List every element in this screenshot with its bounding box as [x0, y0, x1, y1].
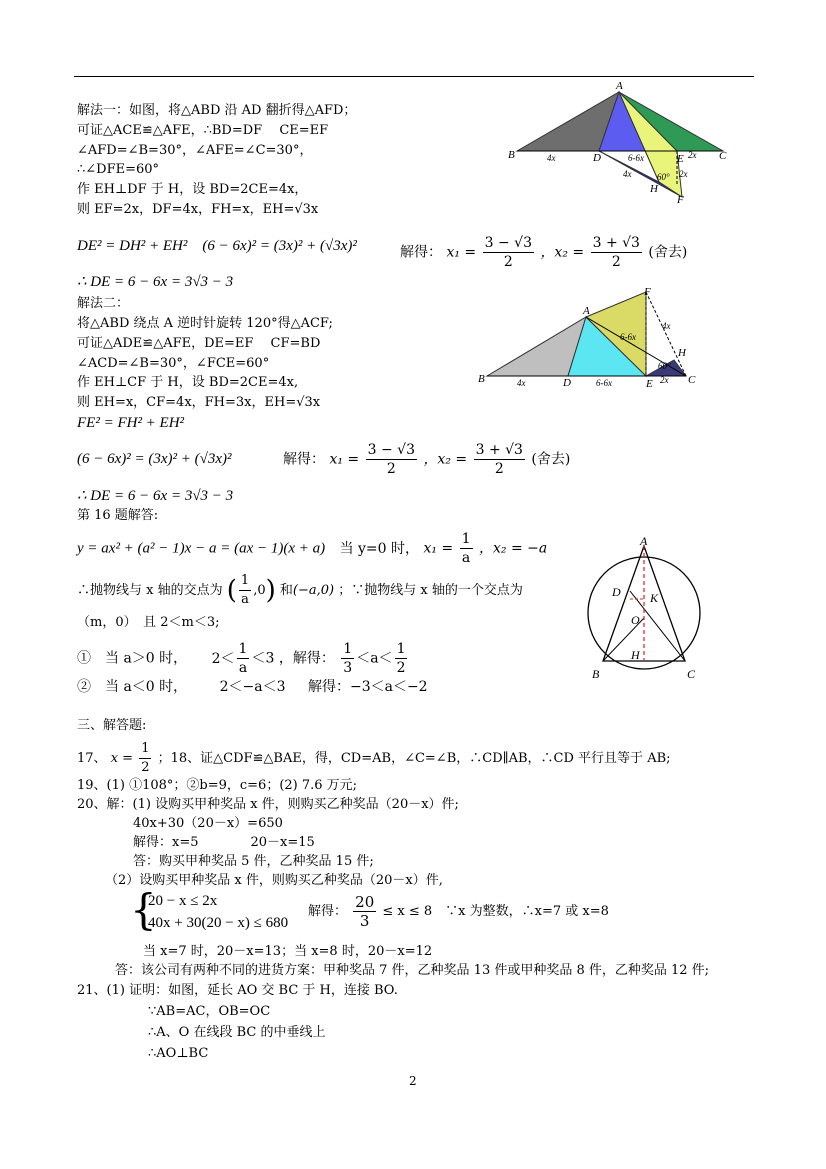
- q17-18-line: 17、 x = $\frac{1}{2}$ ；18、证△CDF≌△BAE，得，CD=AB，∠C=∠B，∴CD∥AB，∴CD 平行且等于 AB;: [77, 741, 671, 775]
- q19-line: 19、(1) ①108°；②b=9，c=6；(2) 7.6 万元;: [77, 778, 358, 793]
- m2-line5: 作 EH⊥CF 于 H，设 BD=2CE=4x,: [77, 375, 299, 390]
- page-number: 2: [409, 1074, 417, 1088]
- figure-fold-diagram: [505, 80, 735, 210]
- m2-equation1: FE² = FH² + EH²: [77, 415, 185, 431]
- m2-x1-frac: $\frac{3 - √3}{2}$: [367, 442, 415, 477]
- header-rule: [74, 76, 754, 77]
- fig3-label-O: O: [631, 613, 640, 627]
- fig3-label-B: B: [592, 667, 600, 681]
- m1-result: ∴ DE = 6 − 6x = 3√3 − 3: [77, 274, 234, 290]
- q20-line3: 解得：x=5 20－x=15: [133, 835, 315, 850]
- fig2-mark-BD: 4x: [517, 378, 526, 388]
- fig1-label-A: A: [616, 80, 623, 92]
- m1-x1-frac: $\frac{3 - √3}{2}$: [484, 235, 532, 270]
- fig2-label-C: C: [688, 374, 696, 386]
- q21-line4: ∴AO⊥BC: [148, 1046, 209, 1061]
- m1-solve-label: 解得： x₁ = $\frac{3 - √3}{2}$ ，x₂ = $\frac{3 + √3}{2}$ (舍去): [400, 235, 688, 270]
- m2-line2: 将△ABD 绕点 A 逆时针旋转 120°得△ACF;: [77, 316, 333, 331]
- fig1-label-B: B: [508, 149, 515, 161]
- q21-line1: 21、(1) 证明：如图，延长 AO 交 BC 于 H，连接 BO.: [77, 983, 398, 998]
- figure-rotate-diagram: [475, 285, 705, 390]
- q16-m-line: （m，0） 且 2＜m＜3;: [77, 615, 220, 630]
- m1-line4: ∴∠DFE=60°: [77, 162, 160, 177]
- q20-system-eq1: 20 − x ≤ 2x: [148, 893, 218, 909]
- q16-title: 第 16 题解答:: [77, 508, 159, 523]
- fig1-mark-angle: 60°: [657, 172, 670, 182]
- q20-system-eq2: 40x + 30(20 − x) ≤ 680: [148, 915, 289, 931]
- fig1-label-E: E: [677, 153, 684, 165]
- q20-system-brace: {: [130, 885, 157, 934]
- q20-solve-line: 解得： $\frac{20}{3}$ ≤ x ≤ 8 ∵x 为整数，∴x=7 或 x=8: [308, 893, 609, 930]
- q21-line3: ∴A、O 在线段 BC 的中垂线上: [148, 1025, 326, 1040]
- section3-title: 三、解答题:: [77, 718, 147, 733]
- q20-line2: 40x+30（20－x）=650: [133, 816, 283, 831]
- fig1-mark-EC: 2x: [688, 150, 697, 160]
- m1-equation: DE² = DH² + EH² (6 − 6x)² = (3x)² + (√3x)²: [77, 238, 357, 254]
- fig2-mark-EF: 6-6x: [620, 332, 636, 342]
- fig3-label-H: H: [631, 648, 640, 662]
- m1-line6: 则 EF=2x，DF=4x，FH=x，EH=√3x: [77, 202, 319, 217]
- m1-line2: 可证△ACE≌△AFE，∴BD=DF CE=EF: [77, 123, 329, 138]
- q20-line4: 答：购买甲种奖品 5 件，乙种奖品 15 件;: [133, 854, 374, 869]
- fig2-label-H: H: [678, 347, 686, 359]
- fig3-label-A: A: [640, 534, 648, 548]
- q16-equation-line: y = ax² + (a² − 1)x − a = (ax − 1)(x + a) 当 y=0 时， x₁ = $\frac{1}{a}$ ，x₂ = −a: [77, 531, 548, 566]
- m2-x2-frac: $\frac{3 + √3}{2}$: [475, 442, 523, 477]
- m2-line4: ∠ACD=∠B=30°，∠FCE=60°: [77, 356, 270, 371]
- m2-line1: 解法二：: [77, 296, 130, 311]
- m1-line5: 作 EH⊥DF 于 H，设 BD=2CE=4x，: [77, 182, 308, 197]
- fig2-mark-CF: 4x: [662, 321, 671, 331]
- fig2-label-A: A: [583, 305, 590, 317]
- fig3-label-D: D: [612, 585, 621, 599]
- fig1-label-F: F: [677, 194, 684, 206]
- m1-line1: 解法一：如图，将△ABD 沿 AD 翻折得△AFD；: [77, 103, 357, 118]
- q16-intersection-line: ∴抛物线与 x 轴的交点为 ( $\frac{1}{a}$ ,0) 和(−a,0) ；∵抛物线与 x 轴的一个交点为: [77, 573, 523, 607]
- q20-line6: 当 x=7 时，20－x=13；当 x=8 时，20－x=12: [143, 944, 433, 959]
- fig2-mark-angle: 60°: [658, 361, 671, 371]
- m2-equation2: (6 − 6x)² = (3x)² + (√3x)²: [77, 451, 232, 467]
- fig3-label-K: K: [650, 591, 659, 605]
- m1-x2-frac: $\frac{3 + √3}{2}$: [592, 235, 640, 270]
- fig2-label-B: B: [478, 373, 485, 385]
- figure-circle-diagram: [585, 533, 715, 683]
- q16-case2: ② 当 a＜0 时， 2＜−a＜3 解得：−3＜a＜−2: [77, 679, 428, 695]
- m2-line3: 可证△ADE≌△AFE，DE=EF CF=BD: [77, 336, 321, 351]
- fig1-mark-DE: 6-6x: [628, 153, 644, 163]
- fig1-label-D: D: [593, 152, 601, 164]
- fig2-mark-EC: 2x: [660, 375, 669, 385]
- fig2-mark-DE: 6-6x: [596, 378, 612, 388]
- fig2-label-E: E: [646, 378, 653, 390]
- m2-line6: 则 EH=x，CF=4x，FH=3x，EH=√3x: [77, 395, 321, 410]
- m2-result: ∴ DE = 6 − 6x = 3√3 − 3: [77, 488, 234, 504]
- fig3-label-C: C: [687, 667, 696, 681]
- fig1-label-H: H: [650, 183, 658, 195]
- fig1-mark-EF: 2x: [679, 169, 688, 179]
- q16-case1: ① 当 a＞0 时， 2＜ $\frac{1}{a}$ ＜3 ，解得： $\frac{1}{3}$ ＜a＜ $\frac{1}{2}$: [77, 641, 406, 676]
- m2-solve-label: 解得： x₁ = $\frac{3 - √3}{2}$ ，x₂ = $\frac{3 + √3}{2}$ (舍去): [283, 442, 571, 477]
- fig1-mark-BD: 4x: [547, 153, 556, 163]
- q20-line1: 20、解：(1) 设购买甲种奖品 x 件，则购买乙种奖品（20－x）件;: [77, 797, 459, 812]
- fig2-label-D: D: [563, 377, 571, 389]
- fig1-mark-DF: 4x: [623, 169, 632, 179]
- q20-line5: （2）设购买甲种奖品 x 件，则购买乙种奖品（20－x）件,: [105, 873, 443, 888]
- fig2-label-F: F: [644, 286, 651, 298]
- q20-answer: 答：该公司有两种不同的进货方案：甲种奖品 7 件，乙种奖品 13 件或甲种奖品 8 件，乙种奖品 12 件;: [115, 963, 710, 978]
- m1-line3: ∠AFD=∠B=30°，∠AFE=∠C=30°，: [77, 143, 313, 158]
- fig1-label-C: C: [719, 150, 727, 162]
- q21-line2: ∵AB=AC，OB=OC: [148, 1004, 271, 1019]
